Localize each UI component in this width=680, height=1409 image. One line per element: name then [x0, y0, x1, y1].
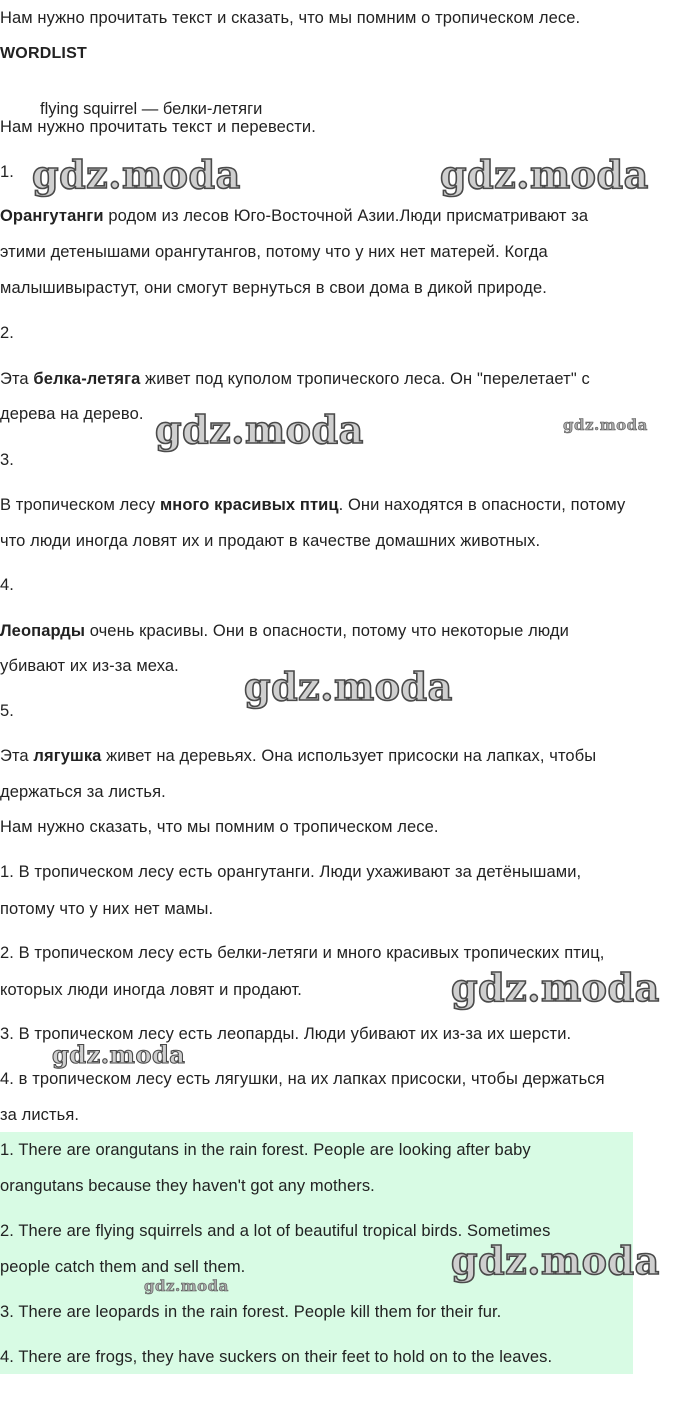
en-answer-1-line-1: 1. There are orangutans in the rain forest. People are looking after baby	[0, 1141, 531, 1159]
task-read-translate: Нам нужно прочитать текст и перевести.	[0, 118, 316, 136]
item-number-2: 2.	[0, 324, 14, 342]
item-2-pre: Эта	[0, 370, 34, 388]
item-3-line-2: что люди иногда ловят их и продают в качестве домашних животных.	[0, 532, 541, 550]
ru-answer-3: 3. В тропическом лесу есть леопарды. Люди убивают их из-за их шерсти.	[0, 1025, 572, 1043]
item-3-text: . Они находятся в опасности, потому	[338, 496, 626, 514]
item-number-1: 1.	[0, 163, 14, 181]
item-number-3: 3.	[0, 451, 14, 469]
item-1-line-3: малышивырастут, они смогут вернуться в свои дома в дикой природе.	[0, 279, 547, 297]
ru-answer-2-line-1: 2. В тропическом лесу есть белки-летяги и много красивых тропических птиц,	[0, 944, 605, 962]
item-1-line-2: этими детенышами орангутангов, потому что у них нет матерей. Когда	[0, 243, 548, 261]
en-answer-2-line-2: people catch them and sell them.	[0, 1258, 246, 1276]
item-5-pre: Эта	[0, 747, 34, 765]
item-1-line-1	[0, 206, 680, 226]
en-answer-1-line-2: orangutans because they haven't got any mothers.	[0, 1177, 375, 1195]
item-3-line-1	[0, 495, 680, 515]
item-4-text: очень красивы. Они в опасности, потому что некоторые люди	[85, 622, 569, 640]
ru-answer-1-line-2: потому что у них нет мамы.	[0, 900, 214, 918]
watermark-logo: gdz.moda	[155, 407, 364, 452]
item-5-line-2: держаться за листья.	[0, 783, 166, 801]
watermark-logo: gdz.moda	[451, 965, 660, 1010]
watermark-logo: gdz.moda	[32, 152, 241, 197]
item-4-line-2: убивают их из-за меха.	[0, 657, 179, 675]
wordlist-heading: WORDLIST	[0, 45, 87, 62]
en-answer-4: 4. There are frogs, they have suckers on their feet to hold on to the leaves.	[0, 1348, 553, 1366]
item-5-line-1	[0, 746, 680, 766]
wordlist-partial-entry: flying squirrel — белки-летяги	[40, 100, 263, 118]
item-4-bold: Леопарды	[0, 622, 86, 640]
item-2-line-2: дерева на дерево.	[0, 405, 144, 423]
item-1-bold: Орангутанги	[0, 207, 104, 225]
watermark-logo: gdz.moda	[144, 1277, 229, 1295]
watermark-logo: gdz.moda	[440, 152, 649, 197]
item-4-line-1	[0, 621, 680, 641]
watermark-logo: gdz.moda	[244, 664, 453, 709]
ru-answer-4-line-2: за листья.	[0, 1106, 80, 1124]
item-number-4: 4.	[0, 576, 14, 594]
watermark-logo: gdz.moda	[52, 1040, 186, 1069]
item-5-bold: лягушка	[33, 747, 102, 765]
watermark-logo: gdz.moda	[563, 416, 648, 434]
ru-answer-4-line-1: 4. в тропическом лесу есть лягушки, на их лапках присоски, чтобы держаться	[0, 1070, 605, 1088]
en-answer-3: 3. There are leopards in the rain forest. People kill them for their fur.	[0, 1303, 502, 1321]
task-say-remember: Нам нужно сказать, что мы помним о тропическом лесе.	[0, 818, 439, 836]
en-answer-2-line-1: 2. There are flying squirrels and a lot of beautiful tropical birds. Sometimes	[0, 1222, 551, 1240]
item-number-5: 5.	[0, 702, 14, 720]
item-1-text: родом из лесов Юго-Восточной Азии.Люди присматривают за	[103, 207, 589, 225]
item-2-text: живет под куполом тропического леса. Он "перелетает" с	[140, 370, 590, 388]
ru-answer-1-line-1: 1. В тропическом лесу есть орангутанги. Люди ухаживают за детёнышами,	[0, 863, 582, 881]
ru-answer-2-line-2: которых люди иногда ловят и продают.	[0, 981, 302, 999]
watermark-logo: gdz.moda	[451, 1238, 660, 1283]
item-5-text: живет на деревьях. Она использует присоски на лапках, чтобы	[101, 747, 597, 765]
item-3-pre: В тропическом лесу	[0, 496, 160, 514]
item-2-bold: белка-летяга	[33, 370, 141, 388]
item-3-bold: много красивых птиц	[159, 496, 339, 514]
item-2-line-1	[0, 369, 680, 389]
intro-text: Нам нужно прочитать текст и сказать, что мы помним о тропическом лесе.	[0, 9, 581, 27]
